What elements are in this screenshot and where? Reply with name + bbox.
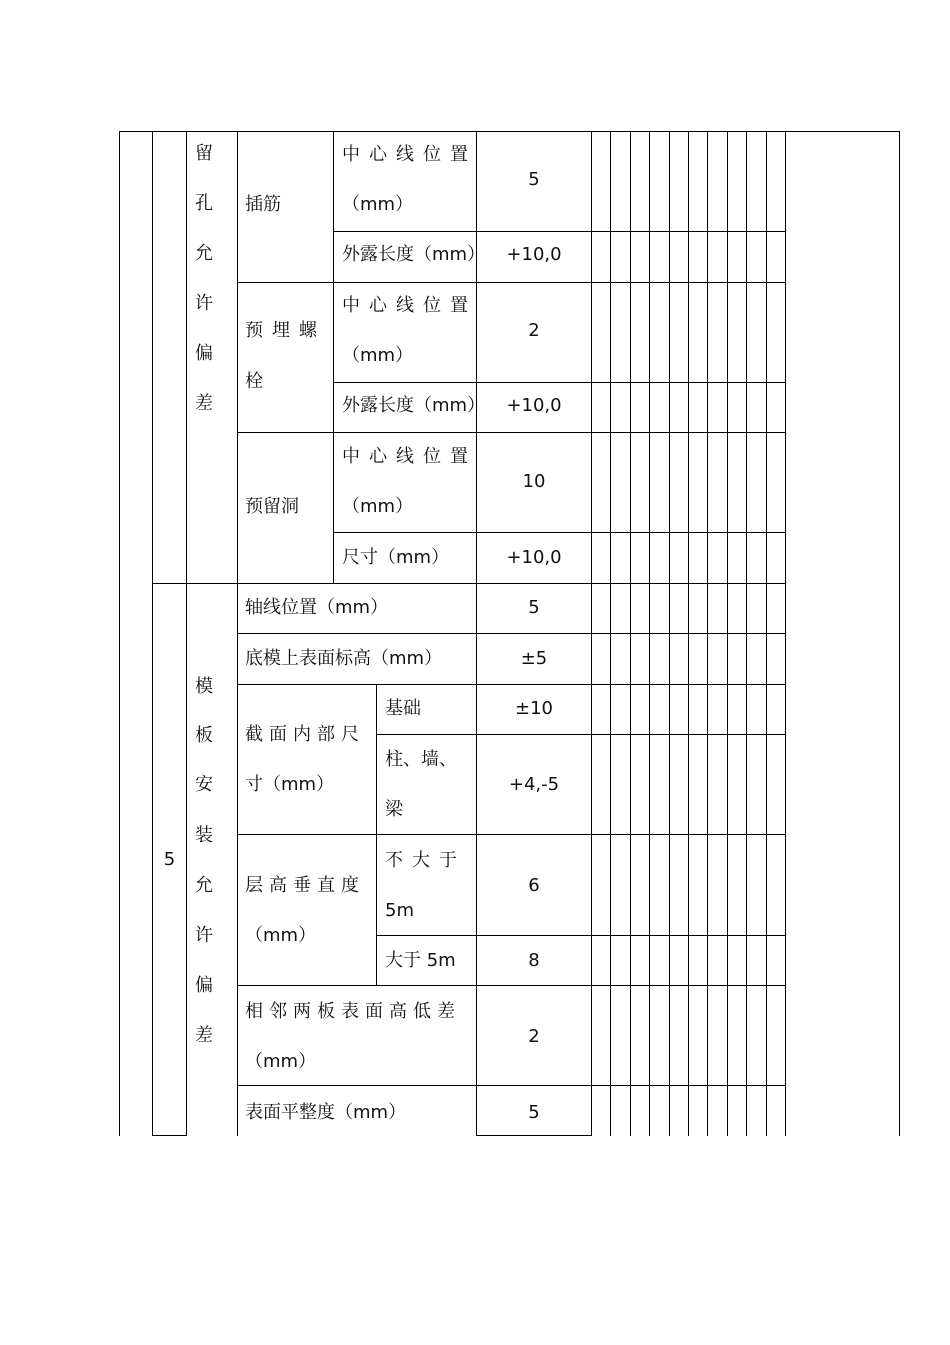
rule-v (119, 131, 120, 1136)
category-char: 留 (195, 143, 213, 164)
rule (237, 1085, 785, 1086)
rule-v (476, 131, 477, 1136)
tolerance-value: 5 (528, 597, 540, 618)
item-label-unit: （mm） (245, 1051, 317, 1072)
category-char: 偏 (195, 975, 213, 996)
tolerance-value: 5 (528, 169, 540, 190)
category-char: 允 (195, 875, 213, 896)
category-char: 装 (195, 825, 213, 846)
rule-section-break (152, 583, 785, 584)
item-label: 截面内部尺 (245, 724, 365, 745)
item-label: 中心线位置 (342, 446, 477, 467)
rule-v (688, 131, 689, 1136)
rule-v (333, 131, 334, 583)
rule (333, 532, 785, 533)
item-label-unit: （mm） (342, 496, 414, 517)
rule (237, 985, 785, 986)
item-label: 相邻两板表面高低差 (245, 1001, 461, 1022)
tolerance-value: 2 (528, 1026, 540, 1047)
category-char: 模 (195, 676, 213, 697)
tolerance-value: ±10 (515, 698, 553, 719)
rule-v (785, 131, 786, 1136)
rule (333, 382, 785, 383)
item-label: 中心线位置 (342, 144, 477, 165)
sub-label: 柱、墙、 (385, 749, 457, 770)
item-label-unit: （mm） (342, 194, 414, 215)
rule-v (630, 131, 631, 1136)
rule (376, 734, 785, 735)
tolerance-value: +10,0 (506, 244, 562, 265)
rule (376, 935, 785, 936)
category-char: 差 (195, 393, 213, 414)
category-char: 许 (195, 925, 213, 946)
group-name: 插筋 (245, 194, 281, 215)
tolerance-value: 2 (528, 320, 540, 341)
category-char: 孔 (195, 193, 213, 214)
category-char: 差 (195, 1025, 213, 1046)
item-label: 轴线位置（mm） (245, 597, 389, 618)
category-char: 板 (195, 725, 213, 746)
sub-label: 梁 (385, 799, 403, 820)
sub-label: 基础 (385, 698, 421, 719)
rule-v (727, 131, 728, 1136)
tolerance-value: +4,-5 (508, 774, 560, 795)
rule-v (376, 684, 377, 985)
rule (237, 633, 785, 634)
item-label: 表面平整度（mm） (245, 1102, 407, 1123)
rule-v (610, 131, 611, 1136)
rule (237, 684, 785, 685)
sub-label: 5m (385, 900, 414, 921)
rule-v (649, 131, 650, 1136)
item-label-unit: 寸（mm） (245, 774, 335, 795)
tolerance-value: 6 (528, 875, 540, 896)
category-char: 允 (195, 243, 213, 264)
item-label: 外露长度（mm） (342, 395, 486, 416)
item-label: 中心线位置 (342, 295, 477, 316)
item-label: 外露长度（mm） (342, 244, 486, 265)
rule-v (669, 131, 670, 1136)
rule (237, 834, 785, 835)
group-name: 栓 (245, 371, 263, 392)
tolerance-value: 10 (522, 471, 546, 492)
item-label-unit: （mm） (342, 345, 414, 366)
rule-v (899, 131, 900, 1136)
rule-v (591, 131, 592, 1136)
group-name: 预埋螺 (245, 320, 326, 341)
tolerance-value: +10,0 (506, 547, 562, 568)
rule-v (186, 131, 187, 1136)
tolerance-value: 8 (528, 950, 540, 971)
rule-v (766, 131, 767, 1136)
rule (237, 282, 785, 283)
rule-v (152, 131, 153, 1136)
group-name: 预留洞 (245, 496, 299, 517)
tolerance-value: ±5 (520, 648, 548, 669)
rule-v (707, 131, 708, 1136)
tolerance-value: +10,0 (506, 395, 562, 416)
item-label-unit: （mm） (245, 925, 317, 946)
rule-bottom (476, 1135, 592, 1136)
rule-v (746, 131, 747, 1136)
rule-v (237, 131, 238, 1136)
item-label: 尺寸（mm） (342, 547, 450, 568)
item-label: 层高垂直度 (245, 875, 365, 896)
item-label: 底模上表面标高（mm） (245, 648, 443, 669)
rule-bottom (152, 1135, 187, 1136)
rule (333, 231, 785, 232)
row-index: 5 (163, 849, 176, 870)
category-char: 安 (195, 774, 213, 795)
rule (237, 432, 785, 433)
category-char: 许 (195, 293, 213, 314)
sub-label: 大于 5m (385, 950, 456, 971)
sub-label: 不大于 (385, 850, 466, 871)
category-char: 偏 (195, 343, 213, 364)
tolerance-value: 5 (528, 1102, 540, 1123)
